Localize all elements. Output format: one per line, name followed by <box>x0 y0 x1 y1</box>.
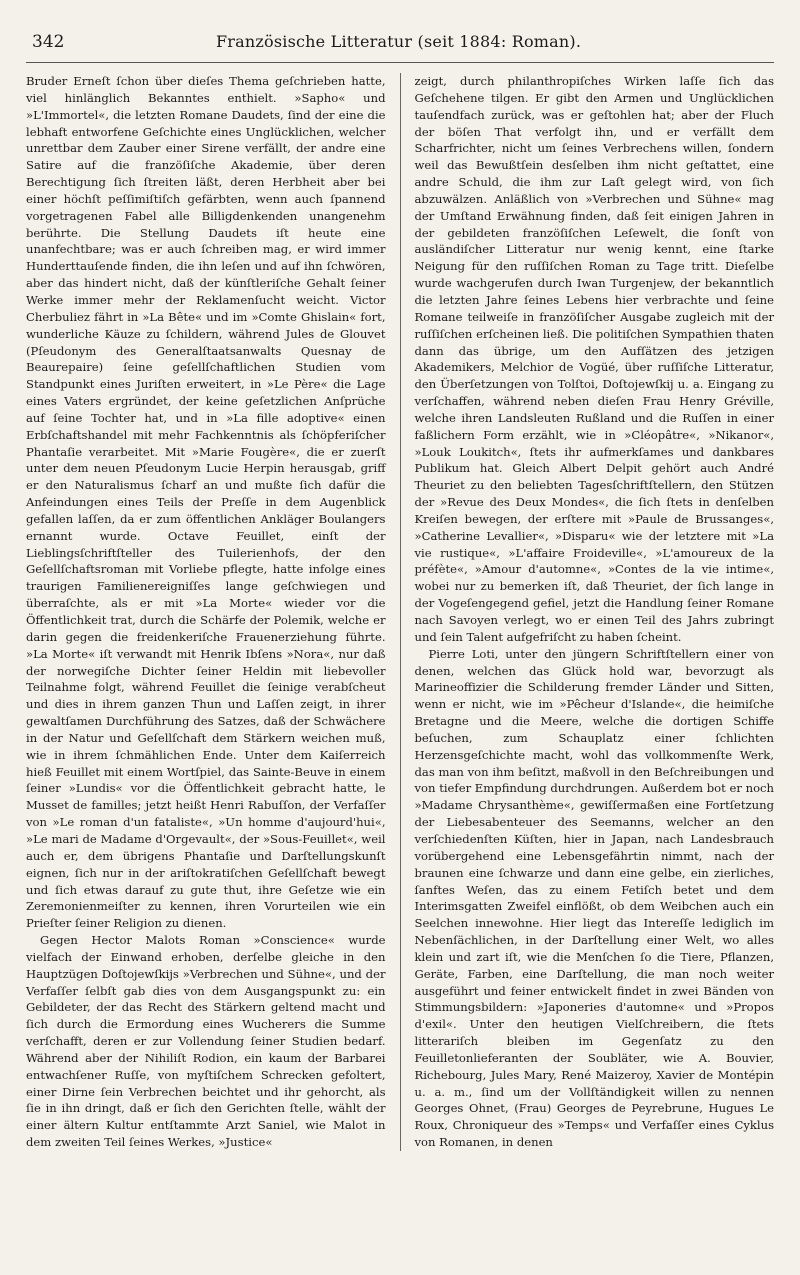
left-paragraph-1: Bruder Erneſt ſchon über dieſes Thema geſchrieben hatte, viel hinlänglich Bekanntes enthielt. »Sapho« und »L'Immortel«, die letzten Romane Daudets, ſind der eine die lebhaft entworfene Geſchichte eines Unglücklichen, welcher unrettbar dem Zauber einer Sirene verfällt, der andre eine Satire auf die franzöſiſche Akademie, über deren Berechtigung ſich ſtreiten läßt, deren Herbheit aber bei einer höchſt peſſimiſtiſch gefärbten, wenn auch ſpannend vorgetragenen Fabel alle Billigdenkenden unangenehm berührte. Die Stellung Daudets iſt heute eine unanfechtbare; was er auch ſchreiben mag, er wird immer Hunderttauſende finden, die ihn leſen und auf ihn ſchwören, aber das hindert nicht, daß der künſtleriſche Gehalt ſeiner Werke immer mehr der Reklamenſucht weicht. Victor Cherbuliez fährt in »La Bête« und im »Comte Ghislain« fort, wunderliche Käuze zu ſchildern, während Jules de Glouvet (Pſeudonym des Generalſtaatsanwalts Quesnay de Beaurepaire) ſeine geſellſchaftlichen Studien vom Standpunkt eines Juriſten erweitert, in »Le Père« die Lage eines Vaters ergründet, der keine geſetzlichen Anſprüche auf ſeine Tochter hat, und in »La fille adoptive« einen Erbſchaftshandel mit mehr Fachkenntnis als ſchöpferiſcher Phantaſie verarbeitet. Mit »Marie Fougère«, die er zuerſt unter dem neuen Pſeudonym Lucie Herpin herausgab, griff er den Naturalismus ſcharf an und mußte ſich dafür die Anfeindungen eines Teils der Preſſe in dem Augenblick gefallen laſſen, da er zum öffentlichen Ankläger Boulangers ernannt wurde. Octave Feuillet, einſt der Lieblingsſchriftſteller des Tuilerienhofs, der den Geſellſchaftsroman mit Vorliebe pflegte, hatte infolge eines traurigen Familienereigniſſes lange geſchwiegen und überraſchte, als er mit »La Morte« wieder vor die Öffentlichkeit trat, durch die Schärfe der Polemik, welche er darin gegen die freidenkeriſche Frauenerziehung führte. »La Morte« iſt verwandt mit Henrik Ibſens »Nora«, nur daß der norwegiſche Dichter ſeiner Heldin mit liebevoller Teilnahme folgt, während Feuillet die ſeinige verabſcheut und dies in ihrem ganzen Thun und Laſſen zeigt, in ihrer gewaltſamen Durchführung des Satzes, daß der Schwächere in der Natur und Geſellſchaft dem Stärkern weichen muß, wie in ihrem ſchmählichen Ende. Unter dem Kaiſerreich hieß Feuillet mit einem Wortſpiel, das Sainte-Beuve in einem ſeiner »Lundis« vor die Öffentlichkeit gebracht hatte, le Musset de familles; jetzt heißt Henri Rabuſſon, der Verfaſſer von »Le roman d'un fataliste«, »Un homme d'aujourd'hui«, »Le mari de Madame d'Orgevault«, der »Sous-Feuillet«, weil auch er, dem übrigens Phantaſie und Darſtellungskunſt eignen, ſich nur in der ariſtokratiſchen Geſellſchaft bewegt und ſich etwas darauf zu gute thut, ihre Geſetze wie ein Zeremonienmeiſter zu kennen, ihren Vorurteilen wie ein Prieſter ſeiner Religion zu dienen. <box>26 74 386 931</box>
running-title: Französische Litteratur (seit 1884: Roman). <box>216 32 582 51</box>
column-divider <box>400 73 401 1151</box>
left-column <box>26 73 386 1151</box>
two-column-body <box>26 73 774 1151</box>
page-number: 342 <box>32 32 65 52</box>
right-paragraph-1: zeigt, durch philanthropiſches Wirken laſſe ſich das Geſchehene tilgen. Er gibt den Armen und Unglücklichen tauſendfach zurück, was er geſtohlen hat; aber der Fluch der böſen That verfolgt ihn, und er verfällt dem Scharfrichter, nicht um ſeines Verbrechens willen, ſondern weil das Bewußtſein desſelben ihm nicht geſtattet, eine andre Schuld, die ihm zur Laſt gelegt wird, von ſich abzuwälzen. Anläßlich von »Verbrechen und Sühne« mag der Umſtand Erwähnung finden, daß ſeit einigen Jahren in der gebildeten franzöſiſchen Leſewelt, die ſonſt von ausländiſcher Litteratur nur wenig kennt, eine ſtarke Neigung für den ruſſiſchen Roman zu Tage tritt. Dieſelbe wurde wachgerufen durch Iwan Turgenjew, der bekanntlich die letzten Jahre ſeines Lebens hier verbrachte und ſeine Romane teilweiſe in franzöſiſcher Ausgabe zugleich mit der ruſſiſchen erſcheinen ließ. Die politiſchen Sympathien thaten dann das übrige, um den Aufſätzen des jetzigen Akademikers, Melchior de Vogüé, über ruſſiſche Litteratur, den Überſetzungen von Tolſtoi, Doſtojewſkij u. a. Eingang zu verſchaffen, während neben dieſen Frau Henry Gréville, welche ihren Landsleuten Rußland und die Ruſſen in einer faßlichern Form erzählt, wie in »Cléopâtre«, »Nikanor«, »Louk Loukitch«, ſtets ihr aufmerkſames und dankbares Publikum hat. Gleich Albert Delpit gehört auch André Theuriet zu den beliebten Tagesſchriftſtellern, den Stützen der »Revue des Deux Mondes«, die ſich ſtets in denſelben Kreiſen bewegen, der erſtere mit »Paule de Brussanges«, »Catherine Levallier«, »Disparu« wie der letztere mit »La vie rustique«, »L'affaire Froideville«, »L'amoureux de la préfète«, »Amour d'automne«, »Contes de la vie intime«, wobei nur zu bemerken iſt, daß Theuriet, der ſich lange in der Vogeſengegend gefiel, jetzt die Handlung ſeiner Romane nach Savoyen verlegt, wo er einen Teil des Jahrs zubringt und ſein Talent aufgefriſcht zu haben ſcheint. <box>414 74 775 644</box>
right-paragraph-2: Pierre Loti, unter den jüngern Schriftſtellern einer von denen, welchen das Glück hold war, bevorzugt als Marineoffizier die Schilderung fremder Länder und Sitten, wenn er nicht, wie im »Pêcheur d'Islande«, die heimiſche Bretagne und die Meere, welche die dortigen Schiffe beſuchen, zum Schauplatz einer ſchlichten Herzensgeſchichte macht, wohl das vollkommenſte Werk, das man von ihm beſitzt, maßvoll in den Beſchreibungen und von tiefer Empfindung durchdrungen. Außerdem bot er noch »Madame Chrysanthème«, gewiſſermaßen eine Fortſetzung der Liebesabenteuer des Seemanns, welcher an den verſchiedenſten Küſten, hier in Japan, nach Landesbrauch vorübergehend eine Lebensgefährtin nimmt, nach der braunen eine ſchwarze und dann eine gelbe, ein zierliches, ſanftes Weſen, das zu einem Fetiſch betet und dem Interimsgatten Zweifel einflößt, ob dem Weibchen auch ein Seelchen innewohne. Hier liegt das Intereſſe lediglich im Nebenſächlichen, in der Darſtellung einer Welt, wo alles klein und zart iſt, wie die Menſchen ſo die Tiere, Pflanzen, Geräte, Farben, eine Darſtellung, die man noch weiter ausgeführt und feiner entwickelt findet in zwei Bänden von Stimmungsbildern: »Japoneries d'automne« und »Propos d'exil«. Unter den heutigen Vielſchreibern, die ſtets litterariſch bleiben im Gegenſatz zu den Feuilletonlieferanten der Soubläter, wie A. Bouvier, Richebourg, Jules Mary, René Maizeroy, Xavier de Montépin u. a. m., ſind um der Vollſtändigkeit willen zu nennen Georges Ohnet, (Frau) Georges de Peyrebrune, Hugues Le Roux, Chroniqueur des »Temps« und Verfaſſer eines Cyklus von Romanen, in denen <box>414 646 775 1150</box>
left-paragraph-2: Gegen Hector Malots Roman »Conscience« wurde vielfach der Einwand erhoben, derſelbe gleiche in den Hauptzügen Doſtojewſkijs »Verbrechen und Sühne«, und der Verfaſſer ſelbſt gab dies von dem Ausgangspunkt zu: ein Gebildeter, der das Recht des Stärkern geltend macht und ſich durch die Ermordung eines Wucherers die Summe verſchafft, deren er zur Vollendung ſeiner Studien bedarf. Während aber der Nihiliſt Rodion, ein kaum der Barbarei entwachſener Ruſſe, von myſtiſchem Schrecken gefoltert, einer Dirne ſein Verbrechen beichtet und ihr gehorcht, als ſie in ihn dringt, daß er ſich den Gerichten ſtelle, wählt der einer ältern Kultur entſtammte Arzt Saniel, wie Malot in dem zweiten Teil ſeines Werkes, »Justice« <box>26 933 386 1150</box>
page-header <box>26 22 774 63</box>
right-column <box>415 73 775 1151</box>
